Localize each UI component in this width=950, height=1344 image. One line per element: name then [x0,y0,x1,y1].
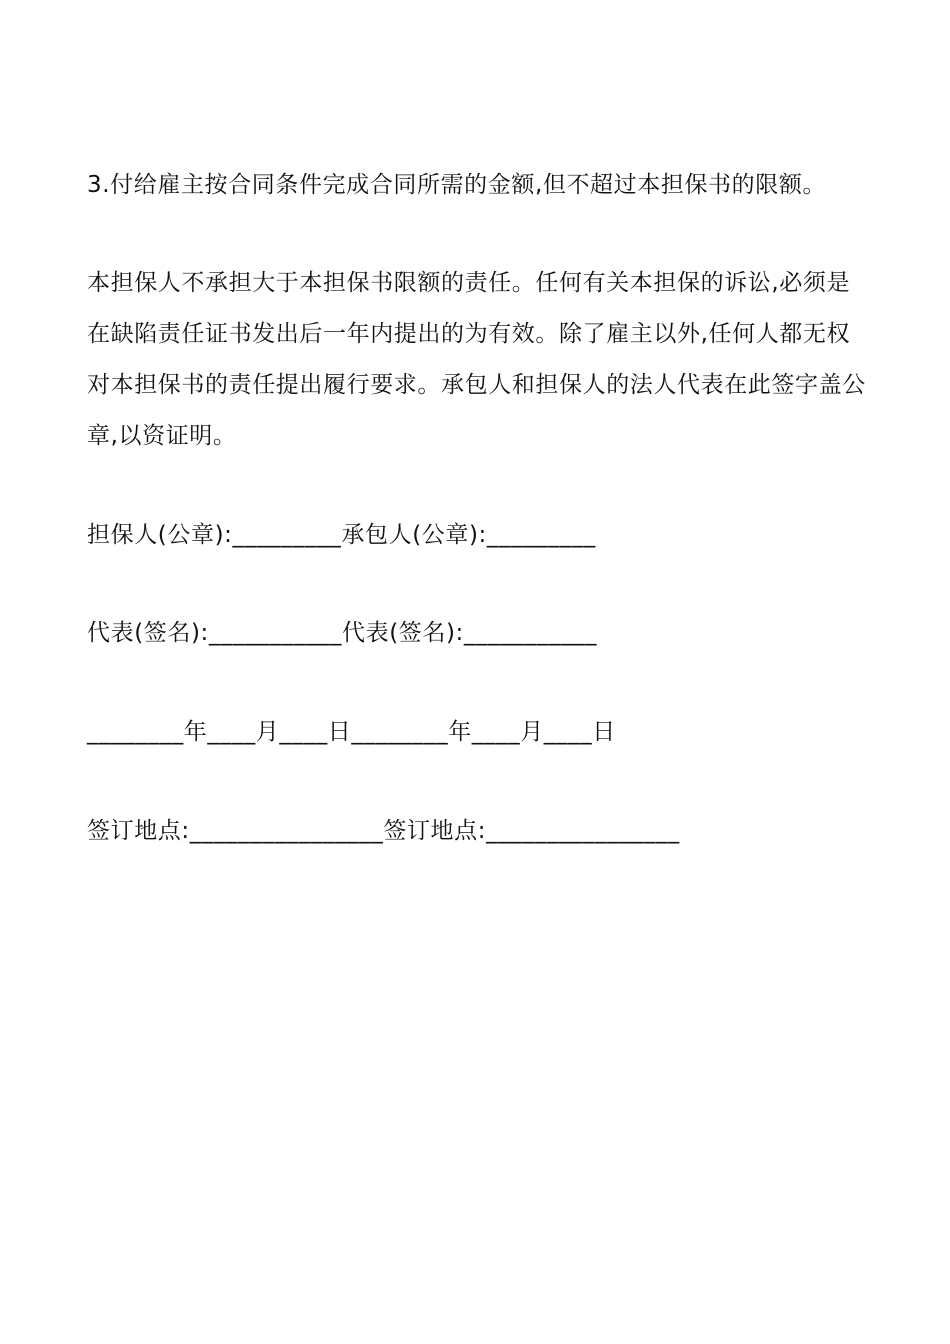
representative-signature-line: 代表(签名):___________代表(签名):___________ [87,620,597,646]
seal-signature-line: 担保人(公章):_________承包人(公章):_________ [87,522,596,548]
liability-paragraph: 本担保人不承担大于本担保书限额的责任。任何有关本担保的诉讼,必须是在缺陷责任证书发出后一年内提出的为有效。除了雇主以外,任何人都无权对本担保书的责任提出履行要求。承包人和担保人的法人代表在此签字盖公章,以资证明。 [87,270,866,449]
signing-place-line: 签订地点:________________签订地点:________________ [87,818,680,844]
clause-3-paragraph: 3.付给雇主按合同条件完成合同所需的金额,但不超过本担保书的限额。 [87,172,827,198]
date-line: ________年____月____日________年____月____日 [87,719,616,745]
